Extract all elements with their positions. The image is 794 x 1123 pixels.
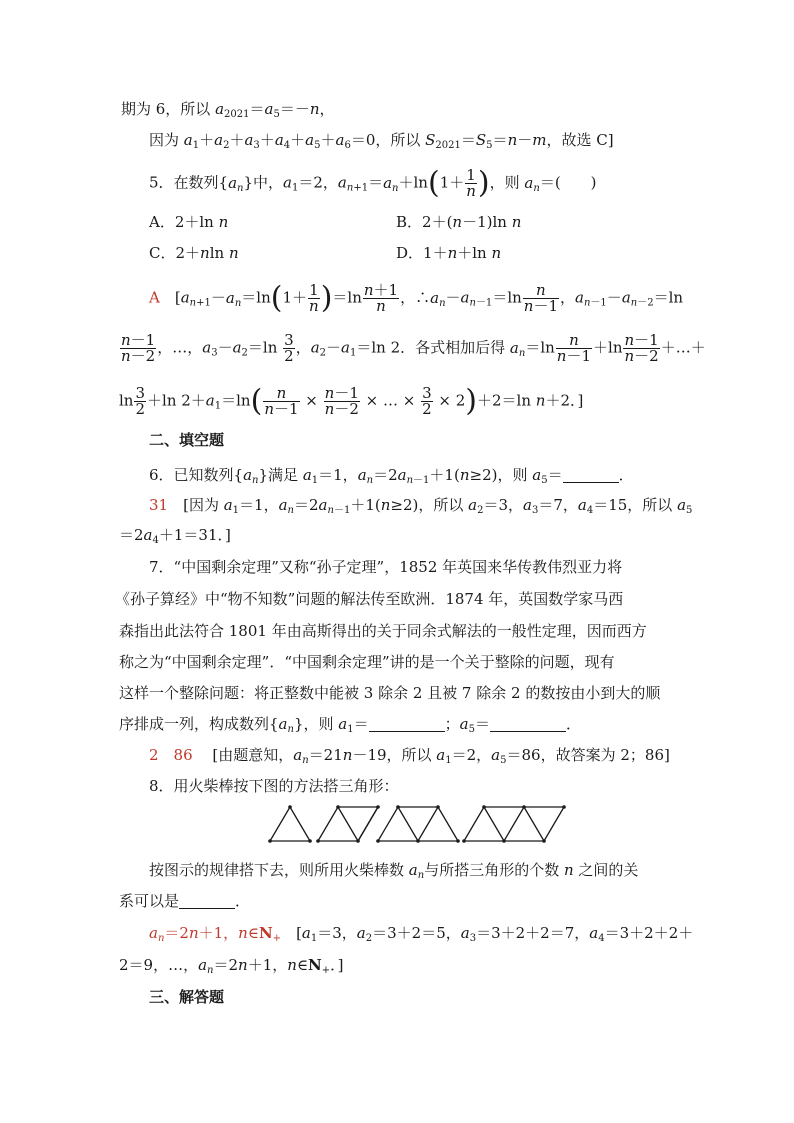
question-7-line-2: 《孙子算经》中“物不知数”问题的解法传至欧洲．1874 年，英国数学家马西 <box>115 590 624 608</box>
matchstick-triangles-figure <box>268 803 568 843</box>
figure-2-triangles <box>318 807 378 841</box>
line-2: 因为 $a_1+a_2+a_3+a_4+a_5+a_6=0$，所以 $S_{2021}=S_5=n-m$，故选 C] <box>149 131 614 151</box>
question-7-line-6: 序排成一列，构成数列$\{a_n\}$，则 $a_1=$ ；$a_5=$ ． <box>119 715 581 735</box>
answer-6-line-1: 31 [因为 $a_1=1$，$a_n=2a_{n-1}+1(n\ge 2)$，所以 $a_2=3$，$a_3=7$，$a_4=15$，所以 $a_5$ <box>149 496 693 516</box>
question-6: 6．已知数列$\{a_n\}$满足 $a_1=1$，$a_n=2a_{n-1}+1(n\ge 2)$，则 $a_5=$ ． <box>149 466 634 486</box>
section-fill-in-blank: 二、填空题 <box>149 431 225 449</box>
question-7-line-5: 这样一个整除问题：将正整数中能被 3 除余 2 且被 7 除余 2 的数按由小到大的顺 <box>119 684 661 702</box>
answer-5-line-3: ln $\frac{3}{2}$ ＋ln $2+a_1=\ln$( $\frac{n}{n-1}$ × $\frac{n-1}{n-2}$ × … × $\frac{3}{2}$ × 2)＋2＝ln n＋2．] <box>119 383 584 419</box>
answer-7: 2 86 [由题意知，$a_n=21n-19$，所以 $a_1=2$，$a_5=86$，故答案为 2；86] <box>149 746 670 766</box>
answer-8-line-2: 2＝9，…，$a_n=2n+1$，$n\in N_+$．] <box>119 956 344 976</box>
line-1: 期为 6，所以 $a_{2021}=a_5=-n$， <box>121 100 335 120</box>
answer-8-line-1: $a_n=2n+1$，$n\in N_+$ [$a_1=3$，$a_2=3+2=5$，$a_3=3+2+2=7$，$a_4=3+2+2+$ <box>149 924 694 944</box>
figure-4-triangles <box>464 807 564 841</box>
question-7-line-3: 森指出此法符合 1801 年由高斯得出的关于同余式解法的一般性定理，因而西方 <box>119 622 647 640</box>
answer-5-line-1: A [$a_{n+1}-a_n=\ln(1+$ $\frac{1}{n}$ )＝ln $\frac{n+1}{n}$ ，$\therefore a_n-a_{n-1}=\ln$ $\frac{n}{n-1}$ ，$a_{n-1}-a_{n-2}=\ln$ <box>149 280 684 316</box>
answer-6-line-2: $=2a_4+1=31$．] <box>119 526 231 546</box>
question-7-line-4: 称之为“中国剩余定理”．“中国剩余定理”讲的是一个关于整除的问题，现有 <box>119 653 615 671</box>
option-d: D．1＋n＋ln n <box>396 244 502 262</box>
question-7-line-1: 7．“中国剩余定理”又称“孙子定理”，1852 年英国来华传教伟烈亚力将 <box>149 558 623 576</box>
answer-5-line-2: $\frac{n-1}{n-2}$ ，…，$a_3-a_2=\ln$ $\frac{3}{2}$ ，$a_2-a_1=\ln$ 2．各式相加后得 $a_n=\ln$ $\frac{n}{n-1}$ ＋ln $\frac{n-1}{n-2}$ ＋…＋ <box>121 331 706 365</box>
option-a: A．2＋ln n <box>149 213 229 231</box>
option-c: C．2＋nln n <box>149 244 239 262</box>
section-solve-problems: 三、解答题 <box>149 988 225 1006</box>
question-8-line-3: 系可以是 ． <box>119 892 251 910</box>
question-8-line-2: 按图示的规律搭下去，则所用火柴棒数 $a_n$与所搭三角形的个数 n 之间的关 <box>149 861 639 881</box>
figure-3-triangles <box>378 807 458 841</box>
question-8: 8．用火柴棒按下图的方法搭三角形： <box>149 777 399 795</box>
figure-1-triangles <box>270 807 310 841</box>
option-b: B．2＋(n－1)ln n <box>396 213 522 231</box>
question-5: 5．在数列$\{a_n\}$中，$a_1=2$，$a_{n+1}=a_n+\ln(1+$ $\frac{1}{n}$ )，则 $a_n=$( ) <box>149 165 597 201</box>
